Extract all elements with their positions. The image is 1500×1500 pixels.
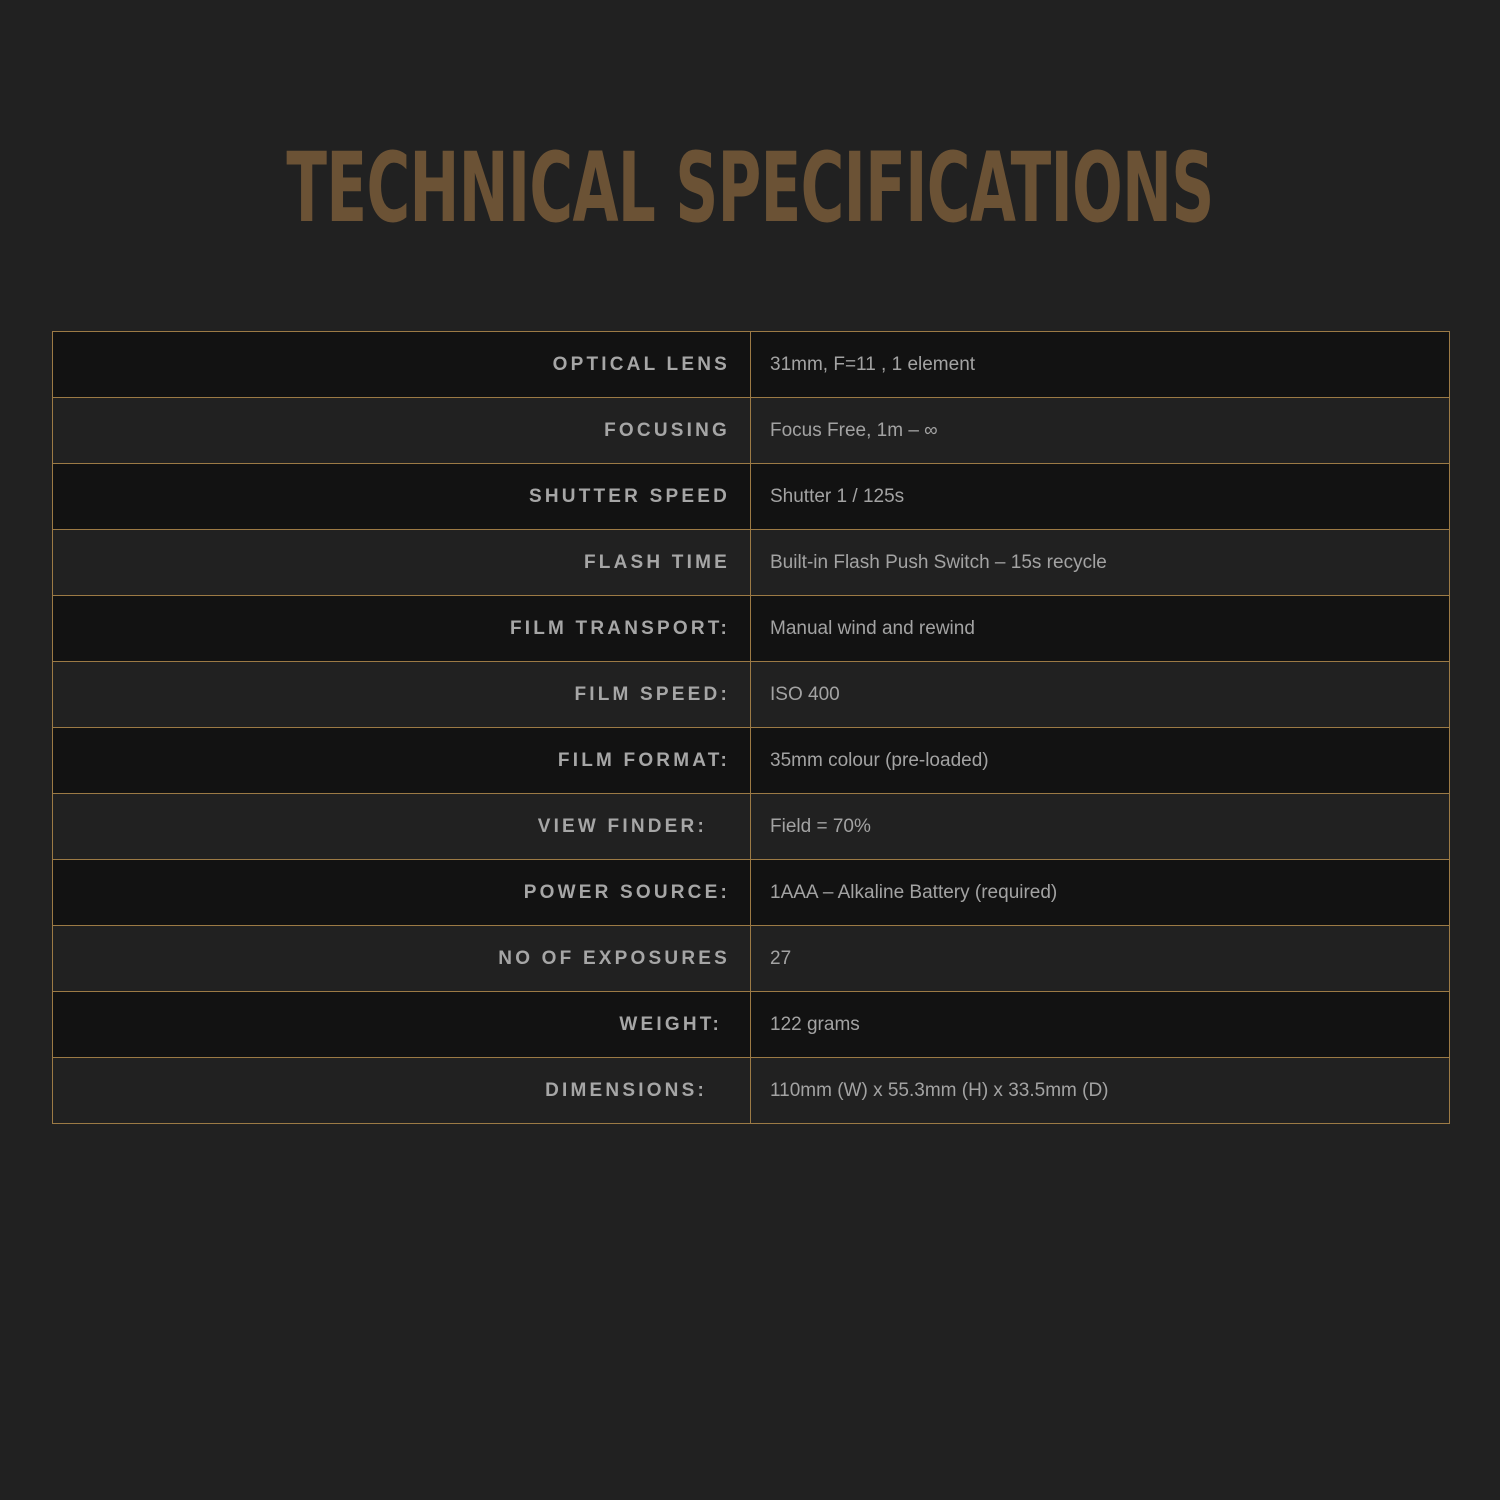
spec-row-film-transport — [53, 596, 1450, 662]
spec-label: FOCUSING — [53, 398, 751, 464]
spec-label: WEIGHT: — [53, 992, 751, 1058]
spec-label: FILM TRANSPORT: — [53, 596, 751, 662]
spec-label: OPTICAL LENS — [53, 332, 751, 398]
spec-label: VIEW FINDER: — [53, 794, 751, 860]
spec-value: 122 grams — [751, 992, 1450, 1058]
spec-label: FLASH TIME — [53, 530, 751, 596]
spec-row-weight — [53, 992, 1450, 1058]
spec-value: 27 — [751, 926, 1450, 992]
spec-row-view-finder — [53, 794, 1450, 860]
spec-row-flash-time — [53, 530, 1450, 596]
spec-value: 31mm, F=11 , 1 element — [751, 332, 1450, 398]
spec-value: Field = 70% — [751, 794, 1450, 860]
spec-row-no-of-exposures — [53, 926, 1450, 992]
spec-value: Built-in Flash Push Switch – 15s recycle — [751, 530, 1450, 596]
spec-label: FILM SPEED: — [53, 662, 751, 728]
spec-value: Focus Free, 1m – ∞ — [751, 398, 1450, 464]
spec-value: 110mm (W) x 55.3mm (H) x 33.5mm (D) — [751, 1058, 1450, 1124]
spec-row-power-source — [53, 860, 1450, 926]
spec-label: NO OF EXPOSURES — [53, 926, 751, 992]
spec-value: Shutter 1 / 125s — [751, 464, 1450, 530]
page-title: TECHNICAL SPECIFICATIONS — [286, 132, 1214, 244]
spec-row-film-format — [53, 728, 1450, 794]
spec-row-dimensions — [53, 1058, 1450, 1124]
spec-row-shutter-speed — [53, 464, 1450, 530]
spec-value: ISO 400 — [751, 662, 1450, 728]
spec-label: DIMENSIONS: — [53, 1058, 751, 1124]
spec-row-focusing — [53, 398, 1450, 464]
spec-value: 1AAA – Alkaline Battery (required) — [751, 860, 1450, 926]
spec-label: POWER SOURCE: — [53, 860, 751, 926]
spec-label: FILM FORMAT: — [53, 728, 751, 794]
spec-value: 35mm colour (pre-loaded) — [751, 728, 1450, 794]
spec-label: SHUTTER SPEED — [53, 464, 751, 530]
spec-row-film-speed — [53, 662, 1450, 728]
spec-row-optical-lens — [53, 332, 1450, 398]
spec-value: Manual wind and rewind — [751, 596, 1450, 662]
spec-table — [52, 331, 1450, 1124]
